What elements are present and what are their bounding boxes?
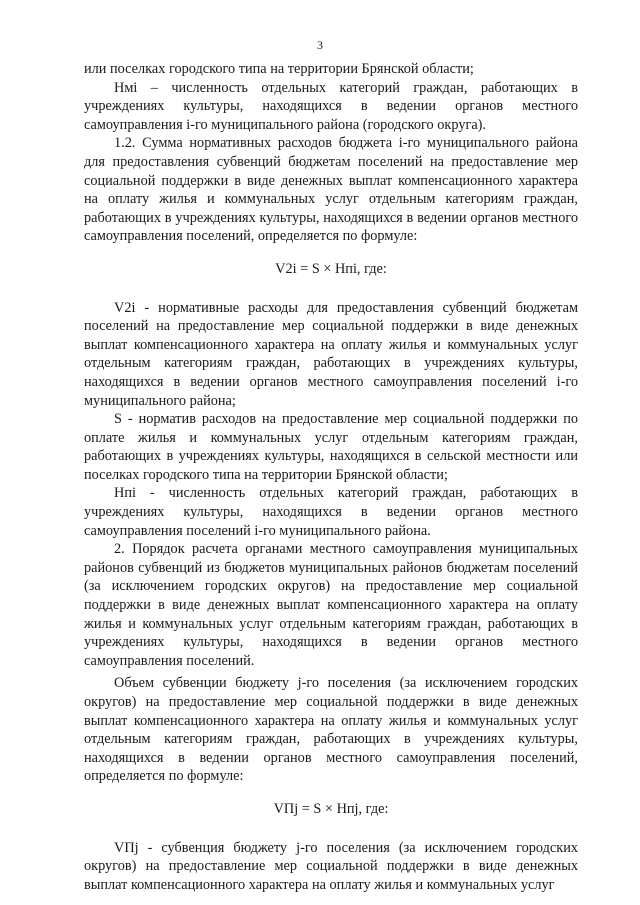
paragraph-continuation: или поселках городского типа на территории Брянской области; — [84, 61, 474, 77]
definition-hpi: Hпi - численность отдельных категорий граждан, работающих в учреждениях культуры, находящихся в ведении органов местного самоуправления поселений i-го муниципального района. — [84, 485, 578, 539]
definition-hmi: Hмi – численность отдельных категорий граждан, работающих в учреждениях культуры, находящихся в ведении органов местного самоуправления i-го муниципального района (городского округа). — [84, 79, 578, 133]
section-1-2: 1.2. Сумма нормативных расходов бюджета i-го муниципального района для предоставления субвенций бюджетам поселений на предоставление мер социальной поддержки в виде денежных выплат компенсационного характера на оплату жилья и коммунальных услуг отдельным категориям граждан, работающих в учреждениях культуры, находящихся в ведении органов местного самоуправления поселений, определяется по формуле: — [84, 135, 578, 245]
section-2: 2. Порядок расчета органами местного самоуправления муниципальных районов субвенций из бюджетов муниципальных районов бюджетам поселений (за исключением городских округов) на предоставление мер социальной поддержки в виде денежных выплат компенсационного характера на оплату жилья и коммунальных услуг отдельным категориям граждан, работающих в учреждениях культуры, находящихся в ведении органов местного самоуправления поселений. — [84, 541, 578, 669]
page-number: 3 — [317, 38, 323, 52]
definition-vpj: VПj - субвенция бюджету j-го поселения (за исключением городских округов) на предоставление мер социальной поддержки в виде денежных выплат компенсационного характера на оплату жилья и коммунальных услуг — [84, 839, 578, 893]
document-body — [84, 60, 578, 894]
subvention-volume: Объем субвенции бюджету j-го поселения (за исключением городских округов) на предоставление мер социальной поддержки в виде денежных выплат компенсационного характера на оплату жилья и коммунальных услуг отдельным категориям граждан, работающих в учреждениях культуры, находящихся в ведении органов местного самоуправления поселений, определяется по формуле: — [84, 675, 578, 785]
formula-vpj: VПj = S × Hпj, где: — [273, 800, 389, 817]
formula-v2i: V2i = S × Hпi, где: — [275, 260, 387, 277]
definition-s: S - норматив расходов на предоставление мер социальной поддержки по оплате жилья и коммунальных услуг отдельным категориям граждан, работающих в учреждениях культуры, находящихся в сельской местности или поселках городского типа на территории Брянской области; — [84, 411, 578, 483]
definition-v2i: V2i - нормативные расходы для предоставления субвенций бюджетам поселений на предоставление мер социальной поддержки в виде денежных выплат компенсационного характера на оплату жилья и коммунальных услуг отдельным категориям граждан, работающих в учреждениях культуры, находящихся в ведении органов местного самоуправления поселений i-го муниципального района; — [84, 299, 578, 409]
